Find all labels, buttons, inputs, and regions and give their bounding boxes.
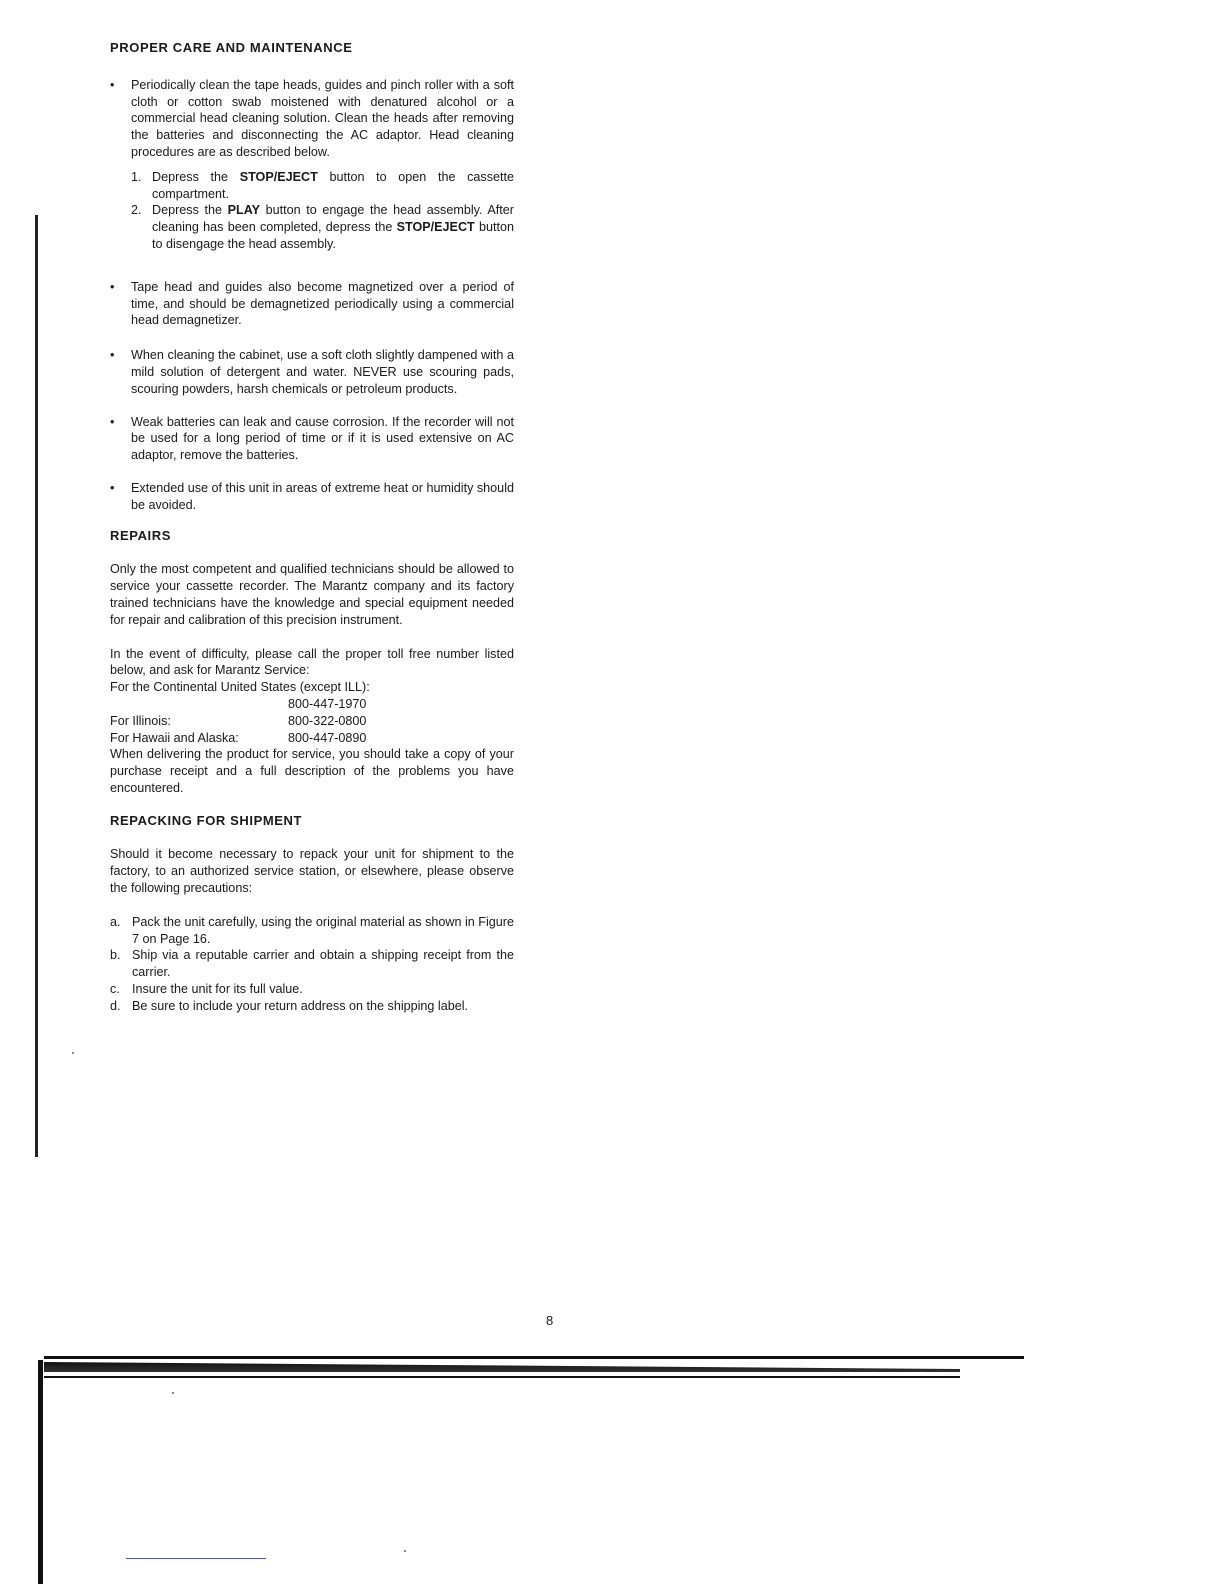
play-label: PLAY xyxy=(227,203,261,218)
item-text: Pack the unit carefully, using the original material as shown in Figure 7 on Page 16. xyxy=(132,914,514,946)
care-heading: PROPER CARE AND MAINTENANCE xyxy=(110,40,353,55)
repacking-list xyxy=(110,914,514,1015)
stop-eject-label: STOP/EJECT xyxy=(239,169,318,184)
care-bullet-heat: • Extended use of this unit in areas of extreme heat or humidity should be avoided. xyxy=(110,480,514,514)
delivery-paragraph: When delivering the product for service, you should take a copy of your purchase receipt and a full description of the problems you have encountered. xyxy=(110,747,514,795)
stop-eject-label: STOP/EJECT xyxy=(396,220,475,235)
care-bullet-batteries: • Weak batteries can leak and cause corrosion. If the recorder will not be used for a long period of time or if it is used extensive on AC adaptor, remove the batteries. xyxy=(110,414,514,464)
item-text: Insure the unit for its full value. xyxy=(132,982,303,997)
scan-speck xyxy=(172,1392,174,1394)
continental-phone: 800-447-1970 xyxy=(288,696,367,711)
repairs-heading: REPAIRS xyxy=(110,527,172,543)
page-content xyxy=(110,40,514,1015)
scan-edge-lower xyxy=(38,1360,43,1584)
illinois-phone: 800-322-0800 xyxy=(288,713,367,728)
list-item xyxy=(110,981,514,998)
scan-speck xyxy=(72,1052,74,1054)
list-item xyxy=(110,947,514,981)
illinois-label: For Illinois: xyxy=(110,713,171,728)
care-bullet-demagnetize: • Tape head and guides also become magnetized over a period of time, and should be demagnetized periodically using a commercial head demagnetizer. xyxy=(110,279,514,329)
scan-rule-wedge xyxy=(44,1362,960,1372)
scan-faint-line xyxy=(126,1558,266,1559)
item-text: Be sure to include your return address on the shipping label. xyxy=(132,998,469,1013)
care-step-2 xyxy=(110,202,514,252)
scan-rule-top xyxy=(44,1356,1024,1359)
repairs-paragraph: Only the most competent and qualified technicians should be allowed to service your cassette recorder. The Marantz company and its factory trained technicians have the knowledge and special equipment needed for repair and calibration of this precision instrument. xyxy=(110,562,514,627)
step-text: button to engage the head assembly. After cleaning has been completed, depress the xyxy=(152,203,514,235)
continental-label: For the Continental United States (except ILL): xyxy=(110,680,370,695)
step-text: button to open the cassette compartment. xyxy=(152,169,514,201)
scan-rule-thin xyxy=(44,1376,960,1378)
illinois-row xyxy=(110,713,514,730)
item-text: Ship via a reputable carrier and obtain a shipping receipt from the carrier. xyxy=(132,948,514,980)
hawaii-row xyxy=(110,730,514,747)
repairs-call-paragraph: In the event of difficulty, please call the proper toll free number listed below, and ask for Marantz Service: xyxy=(110,646,514,678)
scan-edge-bar xyxy=(35,215,38,1157)
page-number: 8 xyxy=(546,1313,554,1328)
step-number: 2. xyxy=(131,203,142,218)
repacking-heading: REPACKING FOR SHIPMENT xyxy=(110,812,303,828)
list-item xyxy=(110,998,514,1015)
scan-speck xyxy=(404,1550,406,1552)
item-letter: b. xyxy=(110,948,121,963)
step-text: Depress the xyxy=(152,169,240,184)
step-number: 1. xyxy=(131,169,142,184)
care-bullet-clean-heads: • Periodically clean the tape heads, guides and pinch roller with a soft cloth or cotton swab moistened with denatured alcohol or a commercial head cleaning solution. Clean the heads after removing the batteries and disconnecting the AC adaptor. Head cleaning procedures are as described below. xyxy=(110,77,514,161)
step-text: Depress the xyxy=(152,203,228,218)
hawaii-phone: 800-447-0890 xyxy=(288,730,367,745)
step-text: button to disengage the head assembly. xyxy=(152,220,514,251)
care-step-1 xyxy=(110,169,514,203)
hawaii-label: For Hawaii and Alaska: xyxy=(110,730,239,745)
care-bullet-cabinet: • When cleaning the cabinet, use a soft cloth slightly dampened with a mild solution of detergent and water. NEVER use scouring pads, scouring powders, harsh chemicals or petroleum products. xyxy=(110,347,514,397)
item-letter: d. xyxy=(110,998,121,1013)
item-letter: a. xyxy=(110,914,121,929)
list-item xyxy=(110,914,514,948)
item-letter: c. xyxy=(110,982,120,997)
repacking-intro: Should it become necessary to repack your unit for shipment to the factory, to an authorized service station, or elsewhere, please observe the following precautions: xyxy=(110,847,514,896)
